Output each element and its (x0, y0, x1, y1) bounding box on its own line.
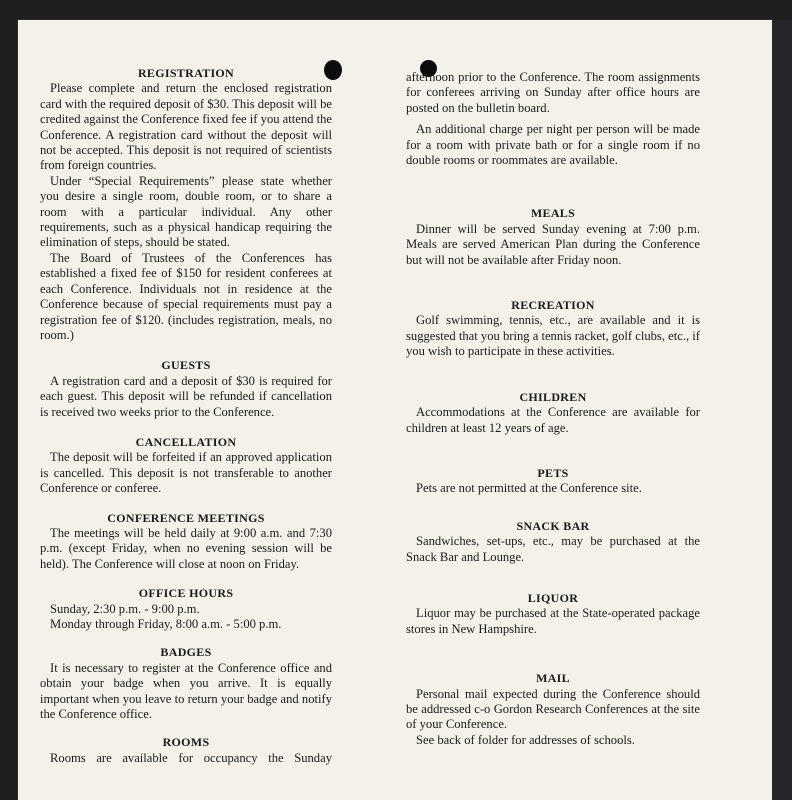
rooms-heading: ROOMS (162, 735, 210, 750)
liquor-paragraph: Liquor may be purchased at the State-operated package stores in New Hampshire. (406, 606, 700, 636)
recreation-heading: RECREATION (511, 298, 595, 313)
office-hours-line-1: Sunday, 2:30 p.m. - 9:00 p.m. (50, 601, 200, 616)
office-hours-line-2: Monday through Friday, 8:00 a.m. - 5:00 p.m. (50, 617, 282, 631)
snack-bar-heading: SNACK BAR (516, 518, 590, 533)
children-heading: CHILDREN (519, 389, 587, 404)
meals-heading: MEALS (530, 206, 576, 221)
right-column (406, 70, 700, 748)
registration-paragraph-2: Under “Special Requirements” please state whether you desire a single room, double room, or to share a room with a particular individual. Any other requirements, such as a physical handicap requiring the elimination of steps, should be stated. (40, 173, 332, 250)
rooms-paragraph: Rooms are available for occupancy the Sunday (50, 750, 332, 765)
office-hours-heading: OFFICE HOURS (138, 586, 234, 601)
pets-heading: PETS (537, 465, 569, 480)
snack-bar-paragraph: Sandwiches, set-ups, etc., may be purchased at the Snack Bar and Lounge. (406, 534, 700, 564)
rooms-continued-paragraph-2: An additional charge per night per person will be made for a room with private bath or for a single room if no double rooms or roommates are available. (406, 122, 700, 168)
left-column (40, 66, 332, 766)
registration-paragraph-1: Please complete and return the enclosed registration card with the required deposit of $30. This deposit will be credited against the Conference fixed fee if you attend the Conference. A registration card without the deposit will not be accepted. This deposit is not required of scientists from foreign countries. (40, 81, 332, 173)
children-paragraph: Accommodations at the Conference are available for children at least 12 years of age. (406, 405, 700, 435)
conference-meetings-paragraph: The meetings will be held daily at 9:00 a.m. and 7:30 p.m. (except Friday, when no evening session will be held). The Conference will close at noon on Friday. (40, 525, 332, 571)
mail-heading: MAIL (536, 671, 570, 686)
badges-paragraph: It is necessary to register at the Conference office and obtain your badge when you arrive. It is equally important when you leave to return your badge and notify the Conference office. (40, 660, 332, 722)
guests-heading: GUESTS (161, 358, 211, 373)
meals-paragraph: Dinner will be served Sunday evening at 7:00 p.m. Meals are served American Plan during the Conference but will not be available after Friday noon. (406, 221, 700, 267)
mail-paragraph-2: See back of folder for addresses of schools. (416, 732, 635, 747)
rooms-continued-paragraph-1: afternoon prior to the Conference. The room assignments for conferees arriving on Sunday after office hours are posted on the bulletin board. (406, 70, 700, 115)
pets-paragraph: Pets are not permitted at the Conference site. (416, 481, 642, 496)
cancellation-paragraph: The deposit will be forfeited if an approved application is cancelled. This deposit is not transferable to another Conference or conferee. (40, 450, 332, 496)
registration-heading: REGISTRATION (137, 66, 235, 80)
liquor-heading: LIQUOR (527, 590, 579, 605)
conference-meetings-heading: CONFERENCE MEETINGS (107, 510, 265, 525)
registration-paragraph-3: The Board of Trustees of the Conferences has established a fixed fee of $150 for resident conferees at each Conference. Individuals not in residence at the Conference because of special requirements must pay a registration fee of $120. (includes registration, meals, no room.) (40, 250, 332, 342)
cancellation-heading: CANCELLATION (135, 434, 237, 449)
badges-heading: BADGES (160, 645, 212, 660)
mail-paragraph-1: Personal mail expected during the Conference should be addressed c-o Gordon Research Conferences at the site of your Conference. (406, 686, 700, 732)
guests-paragraph: A registration card and a deposit of $30 is required for each guest. This deposit will be refunded if cancellation is received two weeks prior to the Conference. (40, 373, 332, 419)
page-edge (772, 20, 792, 800)
recreation-paragraph: Golf swimming, tennis, etc., are available and it is suggested that you bring a tennis racket, golf clubs, etc., if you wish to participate in these activities. (406, 313, 700, 359)
